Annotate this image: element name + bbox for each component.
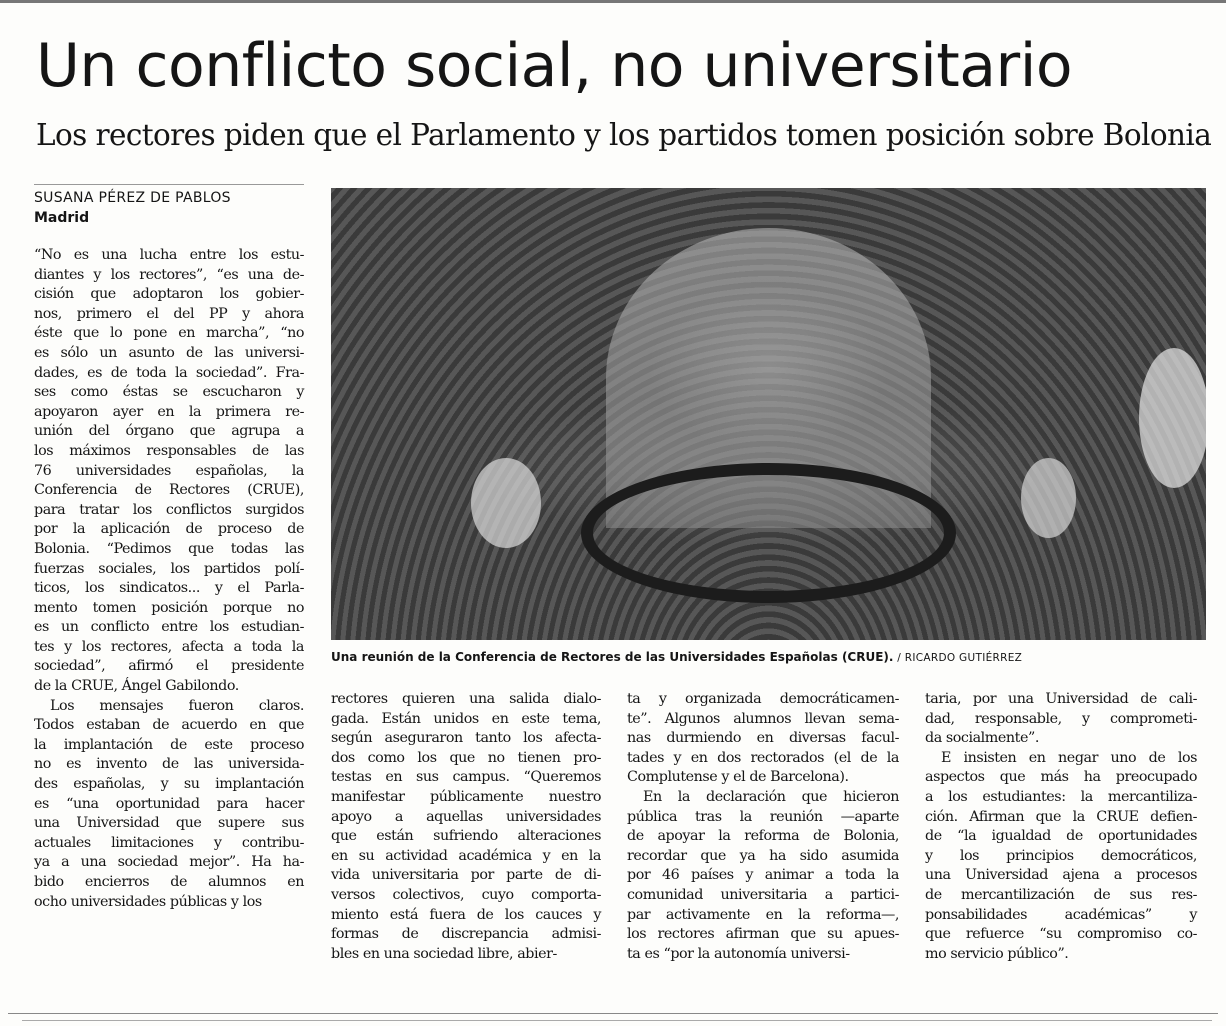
article-line: dos como los que no tienen pro- [331, 749, 601, 766]
article-column-3 [627, 690, 899, 964]
article-line: de mercantilización de sus res- [925, 886, 1197, 903]
article-line: en su actividad académica y en la [331, 847, 601, 864]
article-column-1 [34, 246, 304, 912]
article-line: es sólo un asunto de las universi- [34, 344, 304, 361]
article-line: que están sufriendo alteraciones [331, 828, 601, 845]
article-line: ticos, los sindicatos... y el Parla- [34, 580, 304, 597]
top-rule [0, 0, 1226, 3]
article-line: dades, es de toda la sociedad”. Fra- [34, 364, 304, 381]
article-line: tades y en dos rectorados (el de la [627, 749, 899, 766]
article-line: Los mensajes fueron claros. [50, 697, 304, 714]
article-line: pública tras la reunión —aparte [627, 808, 899, 825]
article-line: una Universidad ajena a procesos [925, 867, 1197, 884]
headline: Un conflicto social, no universitario [36, 31, 1073, 101]
article-line: de apoyar la reforma de Bolonia, [627, 828, 899, 845]
article-line: ocho universidades públicas y los [34, 893, 262, 910]
article-line: “No es una lucha entre los estu- [34, 247, 304, 263]
photo-window-right [1021, 458, 1076, 538]
article-line: comunidad universitaria a partici- [627, 886, 899, 903]
article-line: mo servicio público”. [925, 945, 1069, 962]
article-line: y los principios democráticos, [925, 847, 1197, 864]
photo-window-far-right [1139, 348, 1206, 488]
article-line: testas en sus campus. “Queremos [331, 769, 601, 786]
article-line: par activamente en la reforma—, [627, 906, 899, 923]
article-line: nos, primero el del PP y ahora [34, 305, 304, 322]
photo-conference-table [581, 463, 956, 603]
article-line: En la declaración que hicieron [643, 788, 899, 805]
article-line: da socialmente”. [925, 730, 1039, 747]
article-line: actuales limitaciones y contribu- [34, 834, 304, 851]
article-line: según aseguraron tanto los afecta- [331, 730, 601, 747]
article-line: ta es “por la autonomía universi- [627, 945, 850, 962]
article-line: manifestar públicamente nuestro [331, 788, 601, 805]
article-line: gada. Están unidos en este tema, [331, 710, 601, 727]
bottom-rule [8, 1013, 1218, 1014]
article-line: 76 universidades españolas, la [34, 462, 304, 479]
article-line: nas durmiendo en diversas facul- [627, 730, 899, 747]
article-line: rectores quieren una salida dialo- [331, 691, 601, 707]
article-line: es “una oportunidad para hacer [34, 795, 304, 812]
article-line: bles en una sociedad libre, abier- [331, 945, 557, 962]
article-line: para tratar los conflictos surgidos [34, 501, 304, 518]
article-line: mento tomen posición porque no [34, 599, 304, 616]
article-line: des españolas, y su implantación [34, 776, 304, 793]
article-line: a los estudiantes: la mercantiliza- [925, 788, 1197, 805]
article-line: diantes y los rectores”, “es una de- [34, 266, 304, 283]
article-line: que refuerce “su compromiso co- [925, 926, 1197, 943]
article-line: los rectores afirman que su apues- [627, 926, 899, 943]
article-line: tes y los rectores, afecta a toda la [34, 638, 304, 655]
article-line: versos colectivos, cuyo comporta- [331, 886, 601, 903]
article-line: de “la igualdad de oportunidades [925, 828, 1197, 845]
article-line: ción. Afirman que la CRUE defien- [925, 808, 1197, 825]
subheadline: Los rectores piden que el Parlamento y los partidos tomen posición sobre Bolonia [36, 118, 1212, 152]
article-line: de la CRUE, Ángel Gabilondo. [34, 678, 239, 695]
article-line: taria, por una Universidad de cali- [925, 691, 1197, 707]
photo-credit: / RICARDO GUTIÉRREZ [897, 652, 1023, 664]
article-line: ses como éstas se escucharon y [34, 384, 304, 401]
article-line: ponsabilidades académicas” y [925, 906, 1197, 923]
article-line: la implantación de este proceso [34, 736, 304, 753]
article-line: es un conflicto entre los estudian- [34, 619, 304, 636]
bottom-rule-secondary [22, 1020, 1212, 1021]
photo-window-left [471, 458, 541, 548]
article-line: unión del órgano que agrupa a [34, 423, 304, 440]
article-line: los máximos responsables de las [34, 442, 304, 459]
article-line: apoyaron ayer en la primera re- [34, 403, 304, 420]
article-line: éste que lo pone en marcha”, “no [34, 325, 304, 342]
article-line: miento está fuera de los cauces y [331, 906, 601, 923]
article-column-4 [925, 690, 1197, 964]
byline-place: Madrid [34, 210, 90, 226]
article-line: ta y organizada democráticamen- [627, 691, 899, 707]
article-line: sociedad”, afirmó el presidente [34, 658, 304, 675]
article-line: vida universitaria por parte de di- [331, 867, 601, 884]
article-line: te”. Algunos alumnos llevan sema- [627, 710, 899, 727]
byline [34, 184, 304, 227]
article-line: recordar que ya ha sido asumida [627, 847, 899, 864]
article-line: Bolonia. “Pedimos que todas las [34, 540, 304, 557]
article-line: bido encierros de alumnos en [34, 874, 304, 890]
article-line: Conferencia de Rectores (CRUE), [34, 482, 304, 499]
article-line: cisión que adoptaron los gobier- [34, 286, 304, 303]
article-line: una Universidad que supere sus [34, 815, 304, 832]
article-line: E insisten en negar uno de los [941, 749, 1197, 766]
meeting-photo [331, 188, 1206, 640]
article-line: Complutense y el de Barcelona). [627, 769, 849, 786]
article-column-2 [331, 690, 601, 964]
article-line: por la aplicación de proceso de [34, 521, 304, 538]
article-line: aspectos que más ha preocupado [925, 769, 1197, 786]
article-line: no es invento de las universida- [34, 756, 304, 773]
byline-author: SUSANA PÉREZ DE PABLOS [34, 190, 231, 206]
article-line: dad, responsable, y comprometi- [925, 710, 1197, 727]
article-line: apoyo a aquellas universidades [331, 808, 601, 825]
article-line: por 46 países y animar a toda la [627, 867, 899, 884]
article-line: fuerzas sociales, los partidos polí- [34, 560, 304, 577]
article-line: Todos estaban de acuerdo en que [34, 717, 304, 734]
photo-caption [331, 648, 1211, 667]
photo-caption-text: Una reunión de la Conferencia de Rectores de las Universidades Españolas (CRUE). [331, 650, 894, 664]
article-line: formas de discrepancia admisi- [331, 926, 601, 943]
article-line: ya a una sociedad mejor”. Ha ha- [34, 854, 304, 871]
